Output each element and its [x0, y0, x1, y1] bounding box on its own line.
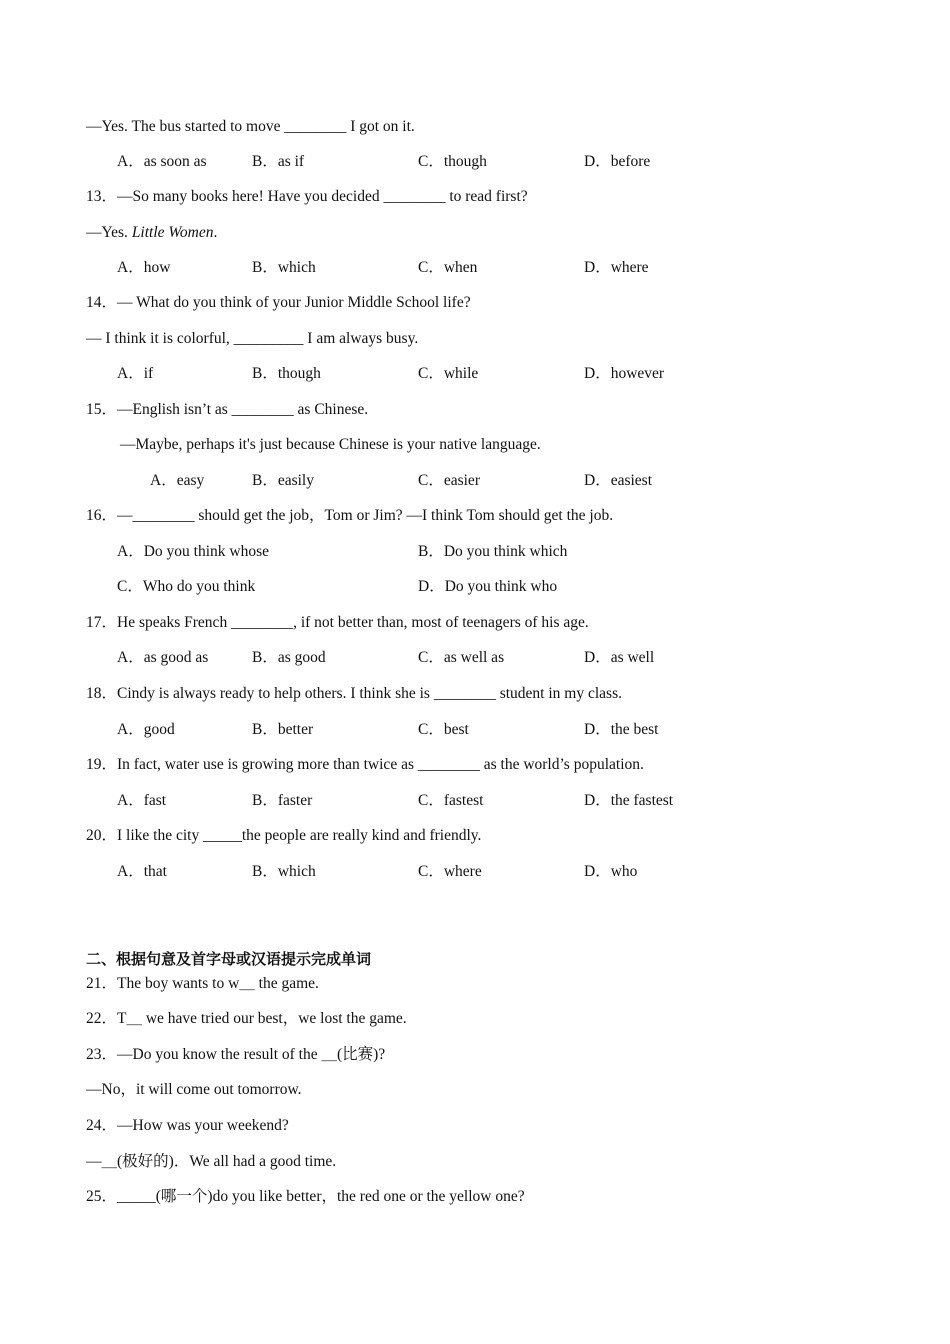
q13-reply-prefix: —Yes. [86, 224, 132, 241]
q14-stem: 14．— What do you think of your Junior Middle School life? [86, 294, 471, 311]
q16-option-b: B．Do you think which [418, 543, 568, 560]
q13-reply [86, 223, 217, 243]
q13-option-a: A．how [117, 259, 171, 276]
q25-line: 25．_____(哪一个)do you like better，the red one or the yellow one? [86, 1188, 525, 1205]
q24-line: 24．—How was your weekend? [86, 1117, 289, 1134]
q20-option-a: A．that [117, 863, 167, 880]
q19-stem: 19．In fact, water use is growing more than twice as ________ as the world’s population. [86, 756, 644, 773]
q17-option-b: B．as good [252, 649, 326, 666]
q14-reply: — I think it is colorful, _________ I am always busy. [86, 330, 419, 347]
q19-option-c: C．fastest [418, 792, 484, 809]
q12-option-c: C．though [418, 153, 487, 170]
q18-option-b: B．better [252, 721, 314, 738]
q15-stem: 15．—English isn’t as ________ as Chinese. [86, 401, 369, 418]
q23-reply: —No，it will come out tomorrow. [86, 1081, 302, 1098]
q18-stem: 18．Cindy is always ready to help others. I think she is ________ student in my class. [86, 685, 622, 702]
q15-option-d: D．easiest [584, 472, 653, 489]
q16-option-d: D．Do you think who [418, 578, 558, 595]
q12-option-a: A．as soon as [117, 153, 207, 170]
q19-option-a: A．fast [117, 792, 167, 809]
q18-option-c: C．best [418, 721, 469, 738]
q13-reply-suffix: . [213, 224, 218, 241]
q12-option-d: D．before [584, 153, 651, 170]
q15-option-c: C．easier [418, 472, 480, 489]
q17-stem: 17．He speaks French ________, if not better than, most of teenagers of his age. [86, 614, 589, 631]
q13-option-d: D．where [584, 259, 649, 276]
q18-option-d: D．the best [584, 721, 659, 738]
q14-option-c: C．while [418, 365, 479, 382]
q24-reply: —＿(极好的)．We all had a good time. [86, 1153, 337, 1170]
section2-heading: 二、根据句意及首字母或汉语提示完成单词 [86, 950, 372, 968]
q16-option-c: C．Who do you think [117, 578, 256, 595]
q20-option-c: C．where [418, 863, 482, 880]
q17-option-c: C．as well as [418, 649, 505, 666]
q15-reply: —Maybe, perhaps it's just because Chinese is your native language. [120, 436, 541, 453]
q20-stem: 20．I like the city _____the people are really kind and friendly. [86, 827, 482, 844]
q13-reply-title: Little Women [131, 224, 214, 241]
q12-reply: —Yes. The bus started to move ________ I got on it. [86, 118, 415, 135]
q16-option-a: A．Do you think whose [117, 543, 269, 560]
q16-stem: 16．—________ should get the job，Tom or Jim? —I think Tom should get the job. [86, 507, 614, 524]
q19-option-b: B．faster [252, 792, 313, 809]
q14-option-a: A．if [117, 365, 154, 382]
q20-option-b: B．which [252, 863, 316, 880]
q22-line: 22．T＿ we have tried our best，we lost the game. [86, 1010, 407, 1027]
q12-option-b: B．as if [252, 153, 305, 170]
q17-option-a: A．as good as [117, 649, 209, 666]
q13-stem: 13．—So many books here! Have you decided ________ to read first? [86, 188, 528, 205]
q15-option-a: A．easy [150, 472, 205, 489]
q18-option-a: A．good [117, 721, 175, 738]
q15-option-b: B．easily [252, 472, 314, 489]
q13-option-c: C．when [418, 259, 478, 276]
q19-option-d: D．the fastest [584, 792, 674, 809]
q13-option-b: B．which [252, 259, 316, 276]
q14-option-b: B．though [252, 365, 321, 382]
q14-option-d: D．however [584, 365, 665, 382]
q17-option-d: D．as well [584, 649, 655, 666]
q23-line: 23．—Do you know the result of the ＿(比赛)? [86, 1046, 386, 1063]
q21-line: 21．The boy wants to w＿ the game. [86, 975, 319, 992]
q20-option-d: D．who [584, 863, 638, 880]
